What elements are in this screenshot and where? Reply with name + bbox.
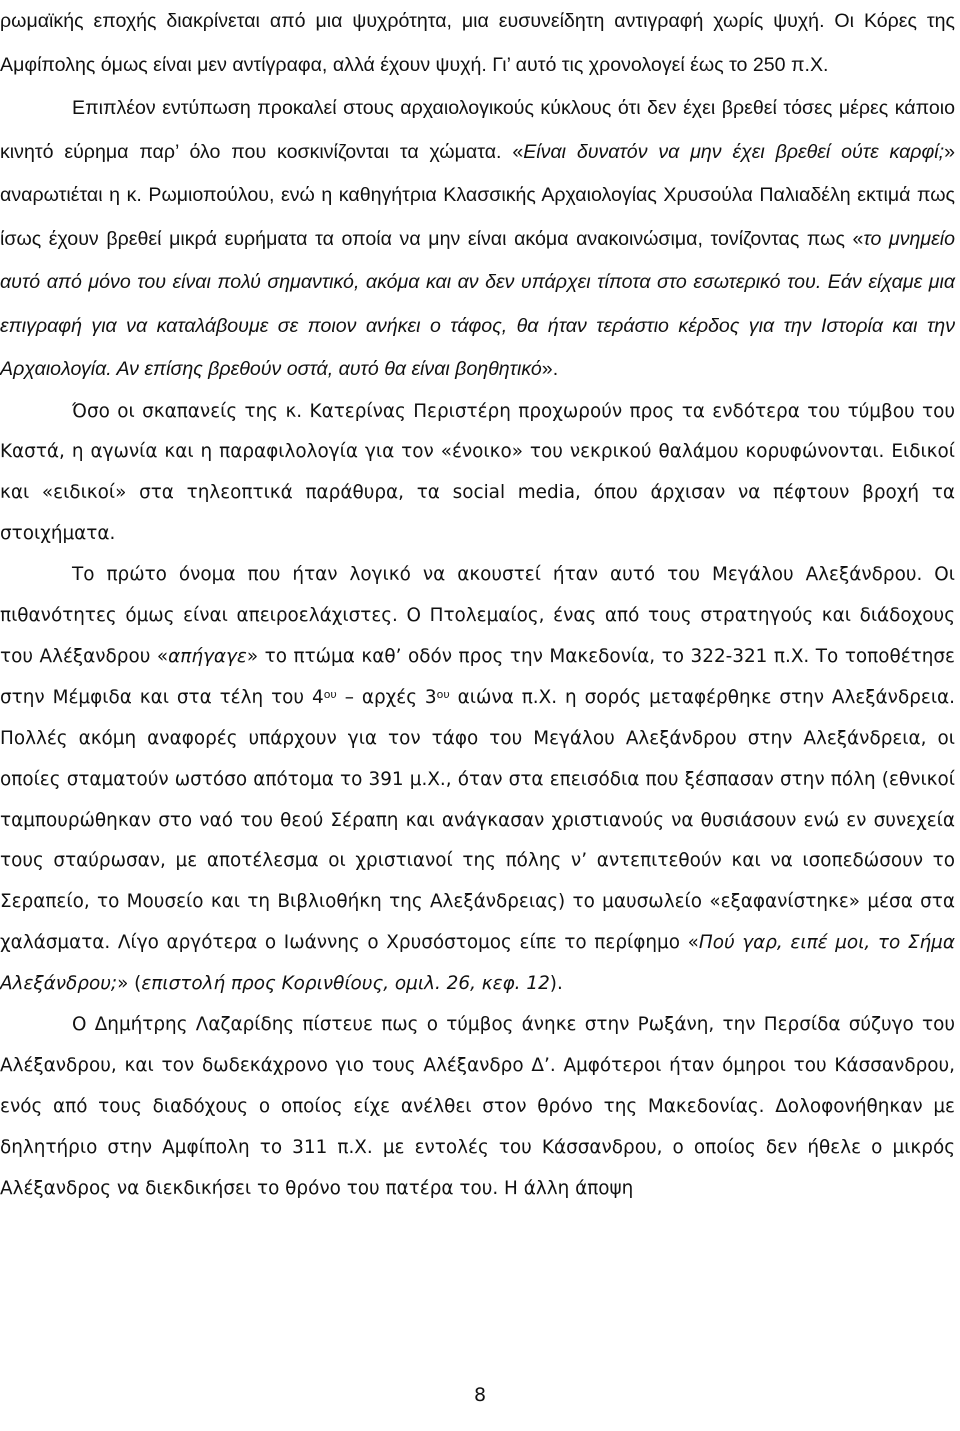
- paragraph-4-text-e: αιώνα π.Χ. η σορός μεταφέρθηκε στην Αλεξάνδρεια. Πολλές ακόμη αναφορές υπάρχουν για τον τάφο του Μεγάλου Αλεξάνδρου στην Αλεξάνδρεια, οι οποίες σταματούν ωστόσο απότομα το 391 μ.Χ., όταν στα επεισόδια που ξέσπασαν στην πόλη (εθνικοί ταμπουρώθηκαν στο ναό του θεού Σέραπη και ανάγκασαν χριστιανούς να θυσιάσουν ενώ εν συνεχεία τους σταύρωσαν, με αποτέλεσμα οι χριστιανοί της πόλης ν’ αντεπιτεθούν και να ισοπεδώσουν το Σεραπείο, το Μουσείο και τη Βιβλιοθήκη της Αλεξάνδρειας) το μαυσωλείο «εξαφανίστηκε» μέσα στα χαλάσματα. Λίγο αργότερα ο Ιωάννης ο Χρυσόστομος είπε το περίφημο «: [0, 686, 956, 954]
- paragraph-5-text: Ο Δημήτρης Λαζαρίδης πίστευε πως ο τύμβος άνηκε στην Ρωξάνη, την Περσίδα σύζυγο του Αλέξανδρου, και τον δωδεκάχρονο γιο τους Αλέξανδρο Δ’. Αμφότεροι ήταν όμηροι του Κάσσανδρου, ενός από τους διαδόχους ο οποίος είχε ανέλθει στον θρόνο της Μακεδονίας. Δολοφονήθηκαν με δηλητήριο στην Αμφίπολη το 311 π.Χ. με εντολές του Κάσσανδρου, ο οποίος δεν ήθελε ο μικρός Αλέξανδρος να διεκδικήσει το θρόνο του πατέρα του. Η άλλη άποψη: [0, 1014, 955, 1199]
- paragraph-2-quote-b: το μνημείο αυτό από μόνο του είναι πολύ σημαντικό, ακόμα και αν δεν υπάρχει τίποτα στο εσωτερικό του. Εάν είχαμε μια επιγραφή για να καταλάβουμε σε ποιον ανήκει ο τάφος, θα ήταν τεράστιο κέρδος για την Ιστορία και την Αρχαιολογία. Αν επίσης βρεθούν οστά, αυτό θα είναι βοηθητικό: [0, 227, 955, 380]
- paragraph-4-text-d: – αρχές 3: [336, 686, 437, 708]
- paragraph-2-text-c: » αναρωτιέται η κ.: [0, 140, 955, 206]
- paragraph-4-text-c: » το πτώμα καθ’ οδόν προς την Μακεδονία, το 322-321 π.Χ. Το τοποθέτησε στην Μέμφιδα και στα τέλη του 4: [0, 645, 955, 708]
- paragraph-2-text-d: Ρωμιοπούλου, ενώ η καθηγήτρια Κλασσικής Αρχαιολογίας Χρυσούλα Παλιαδέλη εκτιμά πως ίσως έχουν βρεθεί μικρά ευρήματα τα οποία να μην είναι ακόμα ανακοινώσιμα, τονίζοντας πως «: [0, 184, 956, 250]
- paragraph-4-text-i: ).: [549, 973, 563, 995]
- paragraph-4-quote-a: απήγαγε: [168, 645, 247, 667]
- paragraph-2-text-a: Επιπλέον εντύπωση προκαλεί στους αρχαιολογικούς κύκλους ότι δεν έχει βρεθεί τόσες μέρες κάποιο κινητό εύρημα παρ’ όλο που κοσκινίζονται τα χώματα. «: [0, 97, 955, 163]
- paragraph-4-text-g: » (: [117, 973, 142, 995]
- paragraph-3-text: Όσο οι σκαπανείς της κ. Κατερίνας Περιστέρη προχωρούν προς τα ενδότερα του τύμβου του Καστά, η αγωνία και η παραφιλολογία για τον «ένοικο» του νεκρικού θαλάμου κορυφώνονται. Ειδικοί και «ειδικοί» στα τηλεοπτικά παράθυρα, τα social media, όπου άρχισαν να πέφτουν βροχή τα στοιχήματα.: [0, 400, 955, 545]
- superscript-ordinal-2: ου: [436, 687, 450, 701]
- paragraph-5: [0, 1005, 955, 1210]
- paragraph-2-quote-a: Είναι δυνατόν να μην έχει βρεθεί ούτε καρφί;: [523, 140, 945, 163]
- paragraph-2-text-f: ».: [541, 358, 559, 380]
- paragraph-4-quote-b: Πού γαρ, ειπέ μοι, το Σήμα Αλεξάνδρου;: [0, 932, 955, 995]
- paragraph-1: [0, 0, 955, 87]
- page-number: 8: [473, 1384, 487, 1406]
- paragraph-4-citation: επιστολή προς Κορινθίους, ομιλ. 26, κεφ. 12: [141, 973, 550, 995]
- superscript-ordinal-1: ου: [323, 687, 337, 701]
- paragraph-4-text-a: Το πρώτο όνομα που ήταν λογικό να ακουστεί ήταν αυτό του Μεγάλου Αλεξάνδρου. Οι πιθανότητες όμως είναι απειροελάχιστες. Ο Πτολεμαίος, ένας από τους στρατηγούς και διάδοχους του Αλέξανδρου «: [0, 564, 955, 667]
- paragraph-1-text: ρωμαϊκής εποχής διακρίνεται από μια ψυχρότητα, μια ευσυνείδητη αντιγραφή χωρίς ψυχή. Οι Κόρες της Αμφίπολης όμως είναι μεν αντίγραφα, αλλά έχουν ψυχή. Γι’ αυτό τις χρονολογεί έως το 250 π.Χ.: [0, 10, 955, 76]
- paragraph-3: [0, 392, 955, 556]
- paragraph-4: [0, 555, 955, 1005]
- paragraph-2: [0, 87, 955, 392]
